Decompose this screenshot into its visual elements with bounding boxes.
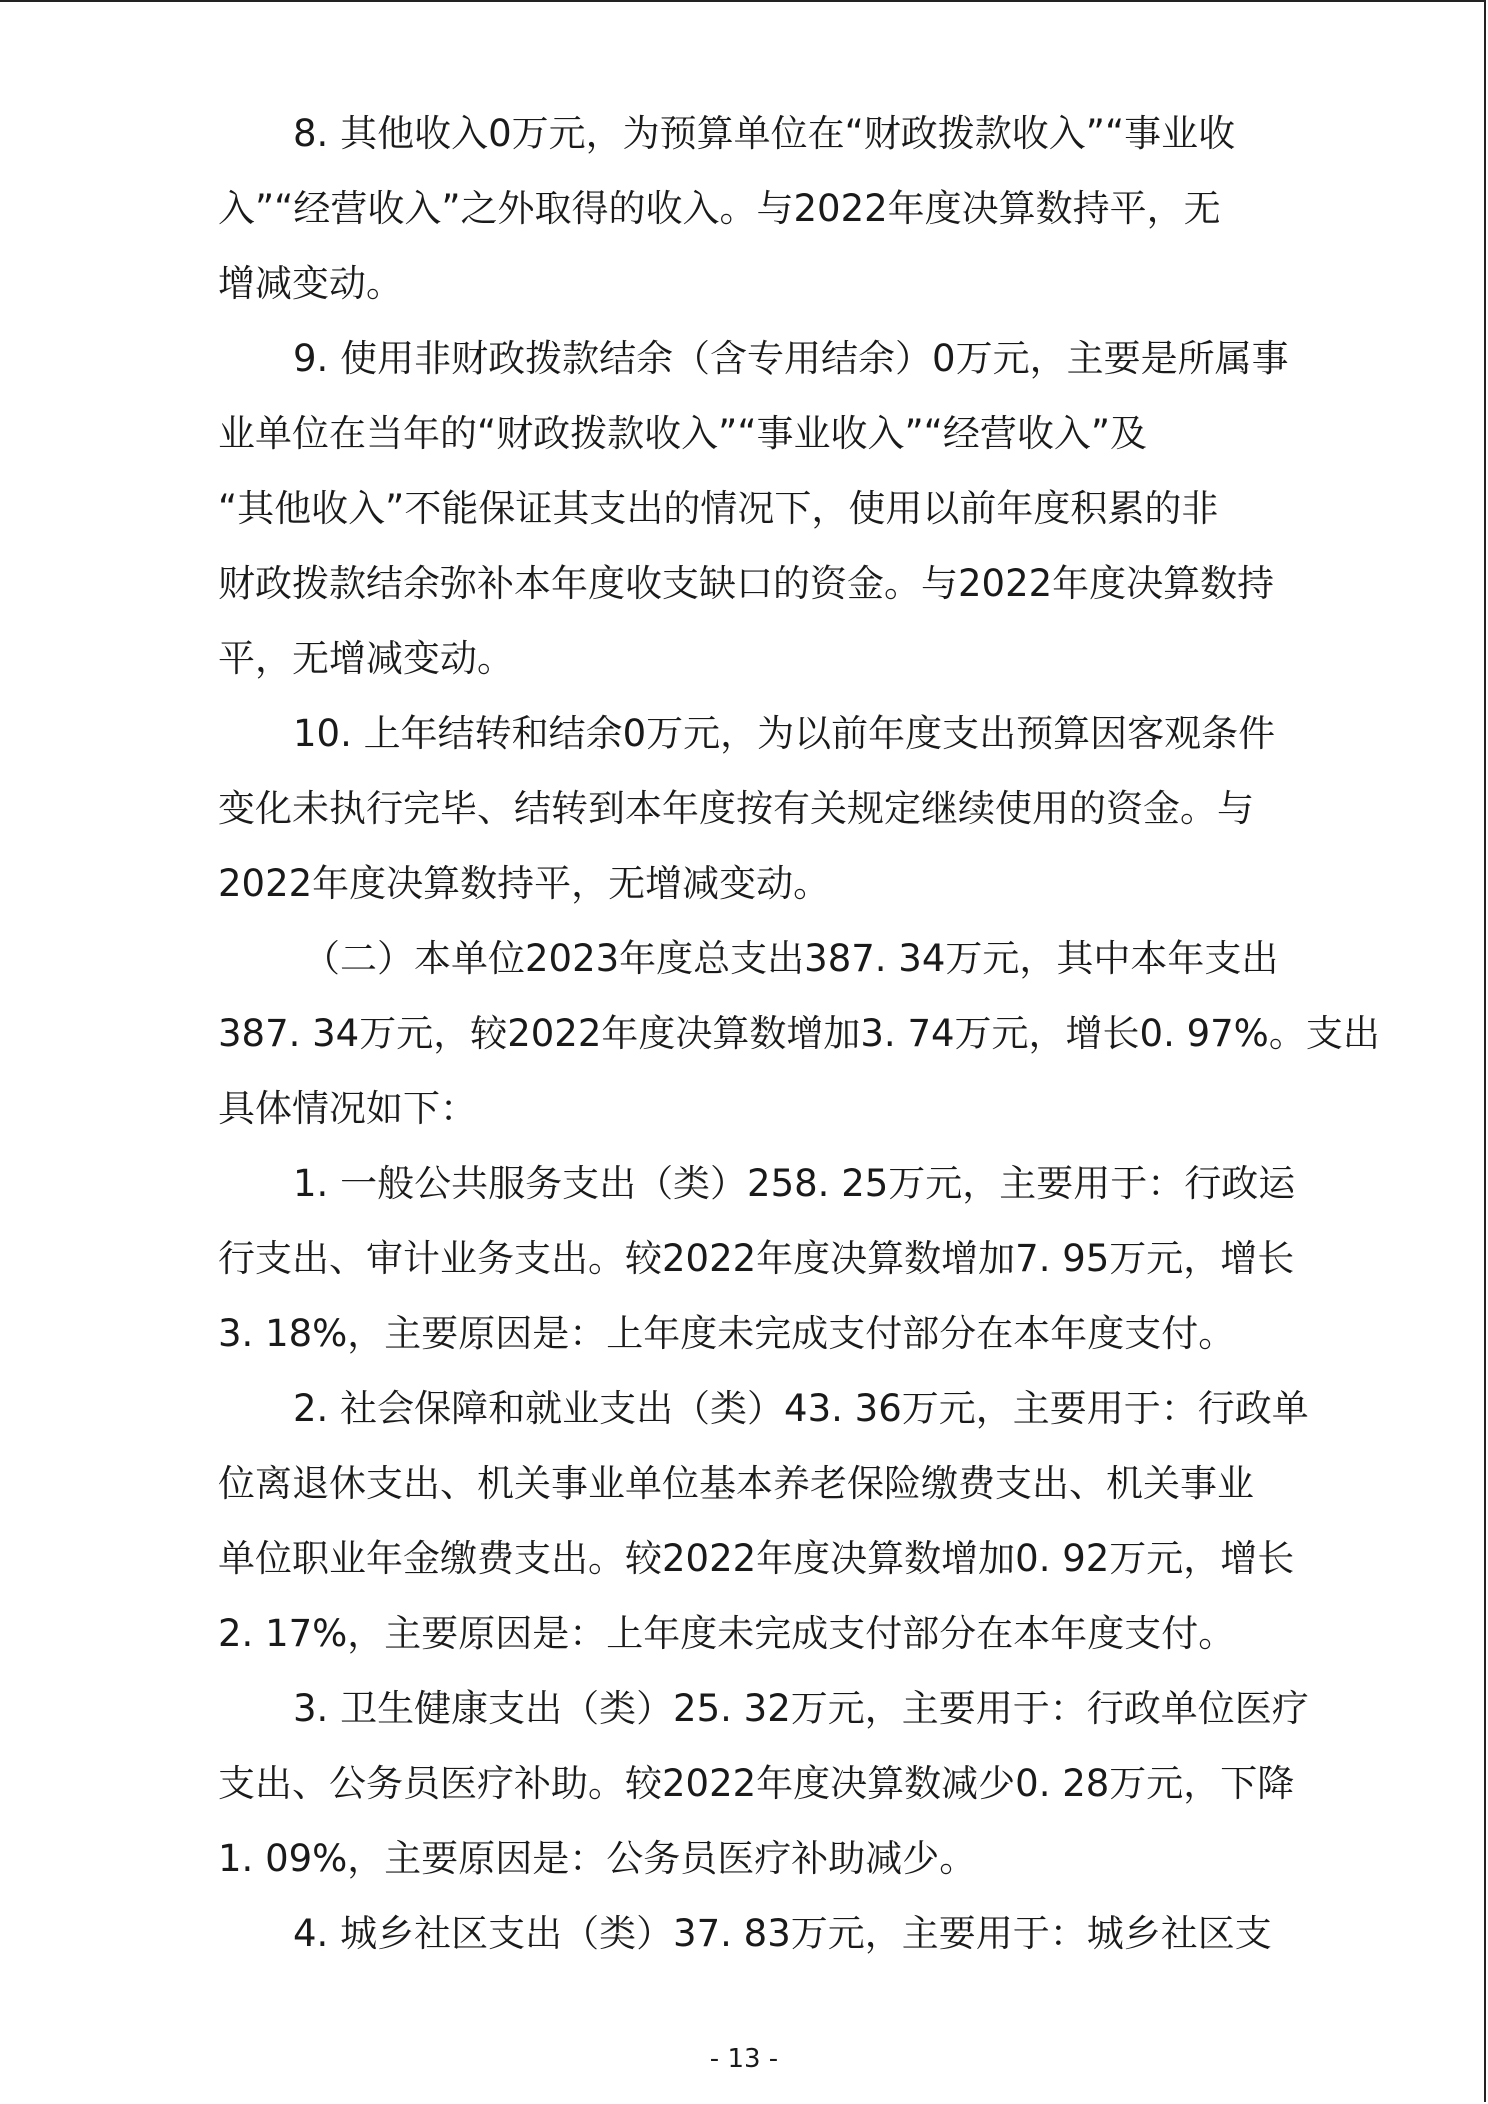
text-line: 行支出、审计业务支出。较2022年度决算数增加7. 95万元，增长 [218,1237,1295,1280]
text-line: “其他收入”不能保证其支出的情况下，使用以前年度积累的非 [218,487,1219,530]
text-line: 变化未执行完毕、结转到本年度按有关规定继续使用的资金。与 [218,787,1254,830]
text-line: 业单位在当年的“财政拨款收入”“事业收入”“经营收入”及 [218,412,1148,455]
text-line: 支出、公务员医疗补助。较2022年度决算数减少0. 28万元，下降 [218,1762,1295,1805]
text-line: 具体情况如下： [218,1087,477,1130]
text-line: 9. 使用非财政拨款结余（含专用结余）0万元，主要是所属事 [293,337,1289,380]
text-line: 387. 34万元，较2022年度决算数增加3. 74万元，增长0. 97%。支出 [218,1012,1380,1055]
text-line: 2022年度决算数持平，无增减变动。 [218,862,831,905]
text-line: 增减变动。 [218,262,403,305]
text-line: 4. 城乡社区支出（类）37. 83万元，主要用于：城乡社区支 [293,1912,1272,1955]
text-line: 2. 社会保障和就业支出（类）43. 36万元，主要用于：行政单 [293,1387,1309,1430]
text-line: 2. 17%，主要原因是：上年度未完成支付部分在本年度支付。 [218,1612,1236,1655]
text-line: 单位职业年金缴费支出。较2022年度决算数增加0. 92万元，增长 [218,1537,1295,1580]
text-line: 财政拨款结余弥补本年度收支缺口的资金。与2022年度决算数持 [218,562,1275,605]
text-line: 8. 其他收入0万元，为预算单位在“财政拨款收入”“事业收 [293,112,1236,155]
text-line: 平，无增减变动。 [218,637,514,680]
text-line: 3. 18%，主要原因是：上年度未完成支付部分在本年度支付。 [218,1312,1236,1355]
text-line: 位离退休支出、机关事业单位基本养老保险缴费支出、机关事业 [218,1462,1254,1505]
text-line: 1. 一般公共服务支出（类）258. 25万元，主要用于：行政运 [293,1162,1296,1205]
page-number: - 13 - [709,2044,779,2074]
document-body [218,96,1380,1971]
text-line: 3. 卫生健康支出（类）25. 32万元，主要用于：行政单位医疗 [293,1687,1309,1730]
text-line: 1. 09%，主要原因是：公务员医疗补助减少。 [218,1837,977,1880]
text-line: 入”“经营收入”之外取得的收入。与2022年度决算数持平，无 [218,187,1221,230]
text-line: 10. 上年结转和结余0万元，为以前年度支出预算因客观条件 [293,712,1276,755]
section-heading: （二）本单位2023年度总支出387. 34万元，其中本年支出 [303,937,1279,980]
